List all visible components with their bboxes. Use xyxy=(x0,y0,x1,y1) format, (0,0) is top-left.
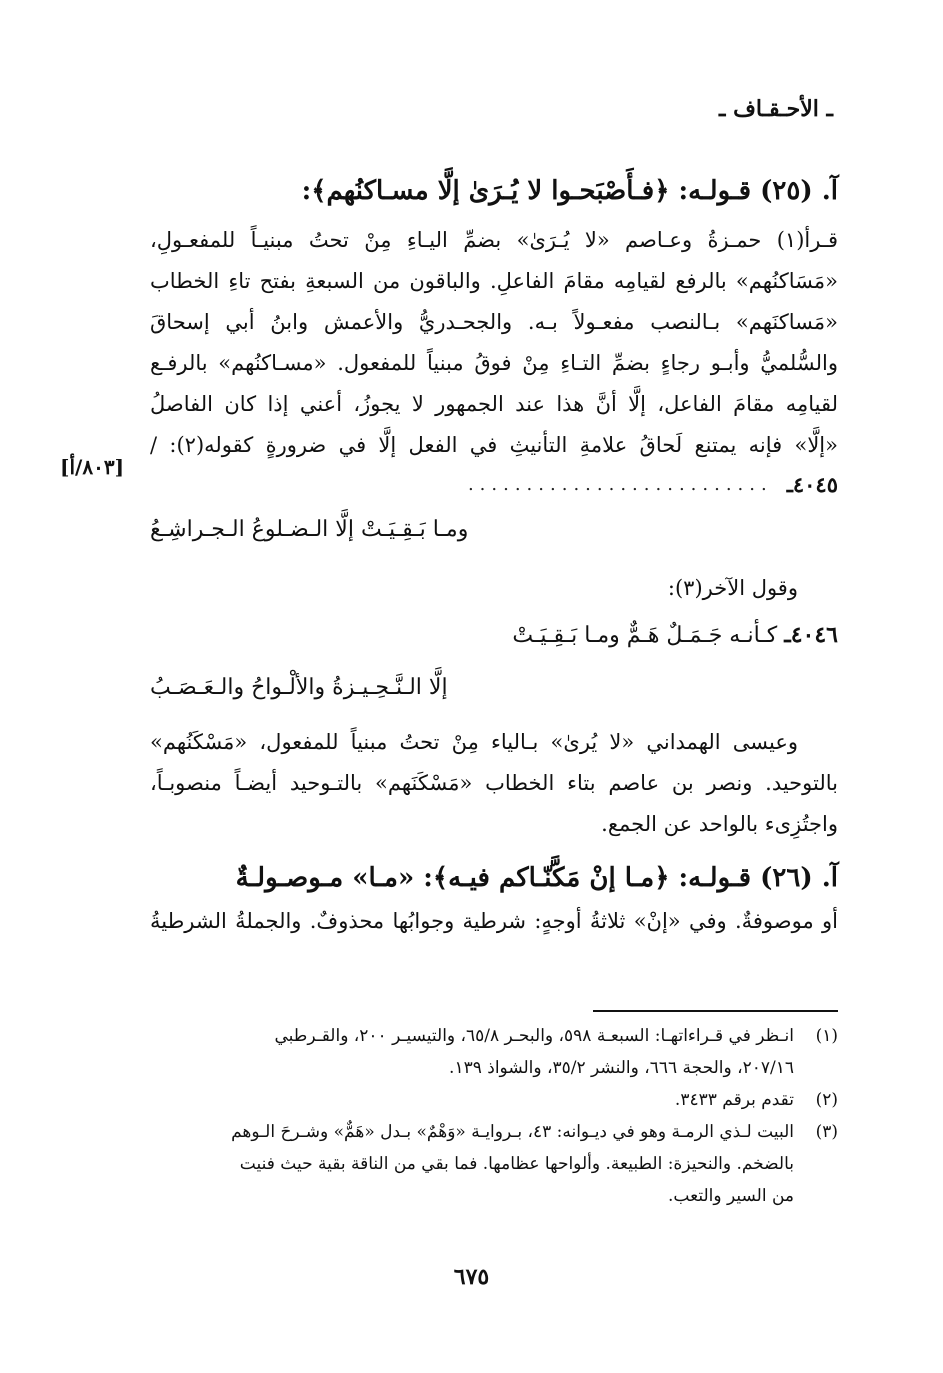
footnote-2 xyxy=(150,1084,838,1116)
text-line: قـرأ(١) حمـزةُ وعـاصم «لا يُـرَىٰ» بضمِّ اليـاءِ مِنْ تحتُ مبنيـاً للمفعـولِ، xyxy=(150,228,838,252)
text-line: وعيسى الهمداني «لا يُرىٰ» بـالياء مِنْ تحتُ مبنياً للمفعول، «مَسْكَنُهم» xyxy=(150,730,798,754)
page-number: ٦٧٥ xyxy=(453,1264,490,1290)
footnote-line: تقدم برقم ٣٤٣٣. xyxy=(674,1090,794,1110)
manuscript-folio-reference: [٨٠٣/أ] xyxy=(60,455,125,479)
text-line: واجتُزِىء بالواحد عن الجمع. xyxy=(601,812,838,836)
text-line: بالتوحيد. ونصر بن عاصم بتاء الخطاب «مَسْكَنَهم» بالتـوحيد أيضـاً منصوبـاً، xyxy=(150,771,838,795)
verse-26-commentary xyxy=(150,901,838,942)
footnote-line: بالضخم. والنحيزة: الطبيعة. وألواحها عظامها. فما بقي من الناقة بقية حيث فنيت xyxy=(239,1154,794,1174)
other-poet-intro xyxy=(150,568,838,609)
running-header xyxy=(60,96,853,136)
poetry-verse-4046-line-2: إلَّا الـنَّـحِـيـزةُ والألْـواحُ والـعَـصَـبُ xyxy=(150,675,448,700)
verse-hemistich: كـأنـه جَـمَـلٌ هَـمٌّ ومـا بَـقِـيَـتْ xyxy=(512,623,778,648)
footnote-number: (٣) xyxy=(815,1122,838,1142)
text-line: لقيامِه مقامَ الفاعل، إلَّا أنَّ هذا عند الجمهور لا يجوزُ، أعني إذا كان الفاصلُ xyxy=(150,392,838,416)
verse-number: ٤٠٤٦ـ xyxy=(784,622,838,648)
poetry-verse-4045-number xyxy=(150,466,838,504)
text-line: «إلَّا» فإنه يمتنع لَحاقُ علامةِ التأنيثِ في الفعل إلَّا في ضرورةٍ كقوله(٢): / xyxy=(150,433,838,457)
footnote-line: من السير والتعب. xyxy=(668,1186,794,1206)
text-line: والسُّلميُّ وأبـو رجاءٍ بضمِّ التـاءِ مِنْ فوقُ مبنياً للمفعول. «مسـاكنُهم» بالرفـع xyxy=(150,351,838,375)
footnote-rule xyxy=(593,1010,838,1012)
footnotes xyxy=(150,1010,838,1212)
footnote-line: ٢٠٧/١٦، والحجة ٦٦٦، والنشر ٣٥/٢، والشواذ ١٣٩. xyxy=(449,1058,794,1078)
text-line: «مَسَاكنُهم» بالرفع لقيامِه مقامَ الفاعلِ. والباقون من السبعةِ بفتح تاءِ الخطاب xyxy=(150,269,838,293)
poetry-verse-4045-text: ومـا بَـقِـيَـتْ إلَّا الـضـلوعُ الـجـراشِـعُ xyxy=(150,517,469,542)
text-line: أو موصوفةٌ. وفي «إنْ» ثلاثةُ أوجهٍ: شرطية وجوابُها محذوفٌ. والجملةُ الشرطيةُ xyxy=(150,909,838,933)
verse-25-commentary xyxy=(150,220,838,466)
ellipsis-dots: .......................... xyxy=(467,474,773,495)
poetry-verse-4046-line-1 xyxy=(150,609,838,662)
header-title: ـ الأحـقـاف ـ xyxy=(719,96,833,122)
footnote-line: البيت لـذي الرمـة وهو في ديـوانه: ٤٣، بـروايـة «وَهْمٌ» بـدل «هَمٌّ» وشـرحَ الـوهم xyxy=(231,1122,794,1142)
footnote-number: (٢) xyxy=(815,1090,838,1110)
verse-25-heading: آ. (٢٥) قـولـه: ﴿فـأَصْبَحـوا لا يُـرَىٰ إلَّا مسـاكنُهم﴾: xyxy=(301,176,838,206)
footnote-3 xyxy=(150,1116,838,1212)
readings-paragraph xyxy=(150,722,838,845)
text-line: وقول الآخر(٣): xyxy=(667,576,798,600)
footnote-line: انـظر في قـراءاتهـا: السبعـة ٥٩٨، والبحـر ٦٥/٨، والتيسيـر ٢٠٠، والقـرطبي xyxy=(274,1026,794,1046)
footnote-number: (١) xyxy=(815,1026,838,1046)
verse-number: ٤٠٤٥ـ xyxy=(786,472,838,497)
main-text xyxy=(150,168,838,942)
footnote-1 xyxy=(150,1020,838,1084)
text-line: «مَساكنَهم» بـالنصب مفعـولاً بـه. والجحـدريُّ والأعمش وابنُ أبي إسحاقَ xyxy=(150,310,838,334)
verse-26-heading: آ. (٢٦) قـولـه: ﴿مـا إنْ مَكَّنّـاكم فيـه﴾: «مـا» مـوصـولـةٌ xyxy=(235,863,838,893)
